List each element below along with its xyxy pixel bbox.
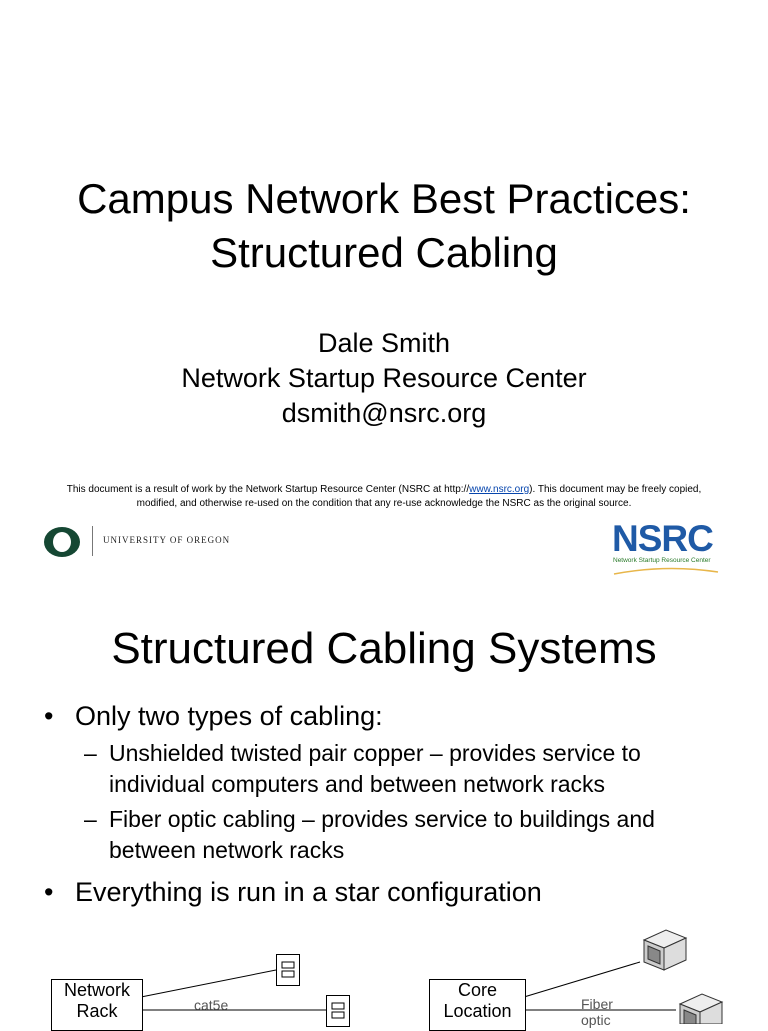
sub-bullet-item bbox=[42, 804, 742, 866]
slide2-title: Structured Cabling Systems bbox=[111, 624, 657, 673]
nsrc-logo-subtitle: Network Startup Resource Center bbox=[613, 557, 711, 564]
bullet-glyph: • bbox=[44, 877, 54, 907]
bullet-text: Everything is run in a star configuration bbox=[75, 877, 542, 907]
cat5e-link-label: cat5e bbox=[194, 997, 229, 1013]
core-location-label-line2: Location bbox=[443, 1001, 512, 1021]
uo-divider bbox=[92, 526, 93, 556]
fiber-link-label bbox=[581, 996, 613, 1028]
author-block bbox=[0, 326, 768, 431]
building-switch-icon bbox=[638, 926, 690, 974]
uo-wordmark: UNIVERSITY OF OREGON bbox=[103, 535, 231, 545]
core-location-box bbox=[429, 979, 526, 1031]
sub-bullet-text: Fiber optic cabling – provides service to buildings and between network racks bbox=[109, 806, 655, 863]
bullet-glyph: • bbox=[44, 701, 54, 731]
bullet-item bbox=[42, 876, 742, 908]
network-rack-label-line1: Network bbox=[63, 980, 130, 1000]
notice-text-after: ). This document may be freely copied, modified, and otherwise re-used on the condition that any re-use acknowledge the NSRC as the original source. bbox=[136, 484, 702, 509]
dash-glyph: – bbox=[84, 740, 97, 766]
uo-o-logo bbox=[42, 524, 82, 560]
author-name: Dale Smith bbox=[317, 328, 451, 358]
nsrc-link[interactable]: www.nsrc.org bbox=[469, 484, 530, 495]
network-rack-label-line2: Rack bbox=[76, 1001, 118, 1021]
slide1-title-line2: Structured Cabling bbox=[210, 229, 558, 276]
slide2-bullets bbox=[42, 700, 742, 908]
bullet-item bbox=[42, 700, 742, 732]
nsrc-logo-word: NSRC bbox=[612, 518, 713, 559]
sub-bullet-text: Unshielded twisted pair copper – provides service to individual computers and between network racks bbox=[109, 740, 641, 797]
slide1-title-line1: Campus Network Best Practices: bbox=[77, 175, 691, 222]
wall-jack-icon bbox=[276, 954, 300, 986]
bullet-text: Only two types of cabling: bbox=[75, 701, 383, 731]
dash-glyph: – bbox=[84, 806, 97, 832]
core-location-label-line1: Core bbox=[457, 980, 497, 1000]
wall-jack-icon bbox=[326, 995, 350, 1027]
building-switch-icon bbox=[674, 990, 726, 1024]
author-org: Network Startup Resource Center bbox=[181, 363, 587, 393]
slide1-title bbox=[0, 172, 768, 280]
author-email: dsmith@nsrc.org bbox=[281, 398, 487, 428]
network-rack-box bbox=[51, 979, 143, 1031]
sub-bullet-item bbox=[42, 738, 742, 800]
notice-text-before: This document is a result of work by the Network Startup Resource Center (NSRC at http:// bbox=[66, 484, 470, 495]
fiber-link-label-line1: Fiber bbox=[581, 996, 613, 1012]
copyright-notice bbox=[60, 483, 708, 511]
fiber-link-label-line2: optic bbox=[581, 1012, 611, 1028]
